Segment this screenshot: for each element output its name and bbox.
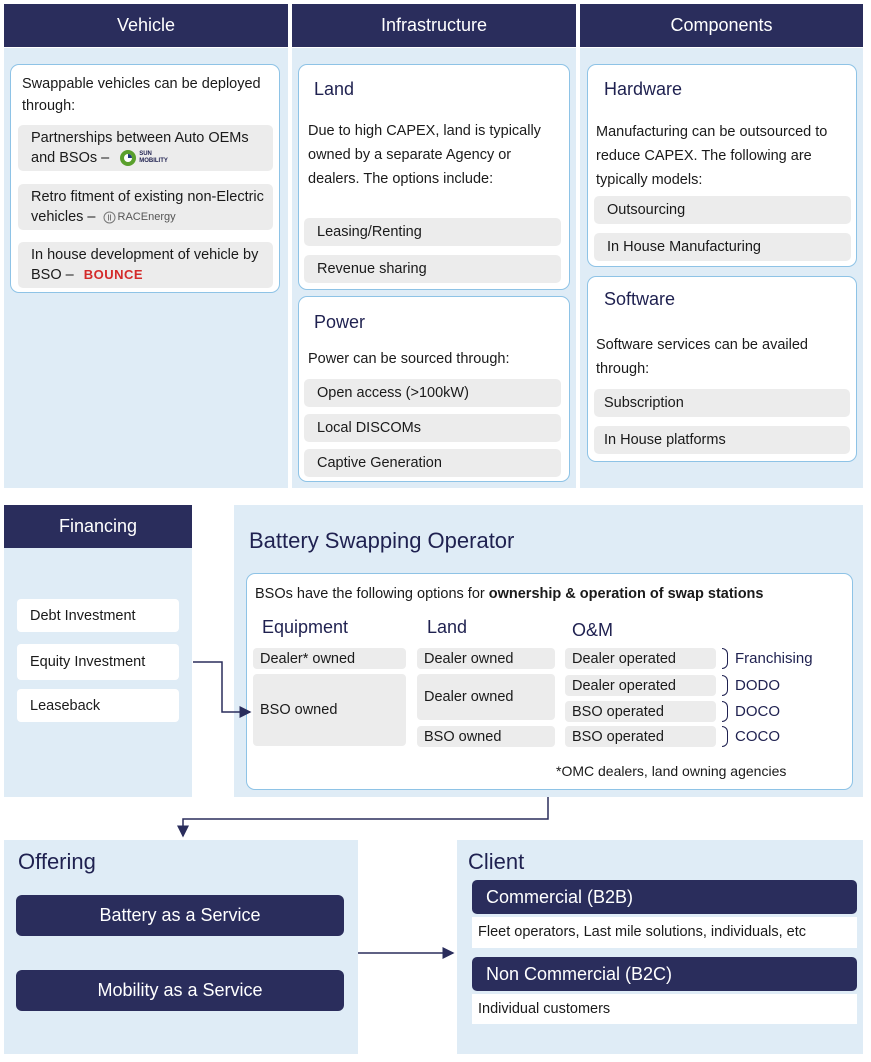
power-option: Open access (>100kW)	[304, 379, 561, 407]
model-label: COCO	[735, 728, 780, 745]
vehicle-option-text: Retro fitment of existing non-Electric vehicles –	[31, 188, 264, 225]
power-description: Power can be sourced through:	[308, 351, 510, 367]
hardware-option: In House Manufacturing	[594, 233, 851, 261]
financing-to-bso-arrow	[193, 662, 250, 712]
noncommercial-b2c: Non Commercial (B2C)	[472, 957, 857, 991]
offering-title: Offering	[18, 849, 96, 874]
components-header: Components	[580, 4, 863, 47]
power-option: Captive Generation	[304, 449, 561, 477]
land-cell: Dealer owned	[417, 648, 555, 669]
software-description: Software services can be availed through:	[596, 337, 808, 377]
land-column-header: Land	[427, 617, 468, 637]
land-cell: Dealer owned	[417, 674, 555, 720]
financing-option: Equity Investment	[17, 644, 179, 680]
om-column-header: O&M	[572, 620, 614, 640]
sun-mobility-logo-text: SUN MOBILITY	[139, 151, 168, 165]
equipment-cell: Dealer* owned	[253, 648, 406, 669]
power-title: Power	[314, 312, 366, 332]
racenergy-logo-text: RACEnergy	[117, 211, 176, 224]
equipment-column-header: Equipment	[262, 617, 349, 637]
land-cell: BSO owned	[417, 726, 555, 747]
bso-to-offering-arrow	[183, 797, 548, 836]
equipment-cell: BSO owned	[253, 674, 406, 746]
software-title: Software	[604, 289, 676, 309]
client-title: Client	[468, 849, 525, 874]
om-cell: BSO operated	[565, 701, 716, 722]
bso-intro-bold: ownership & operation of swap stations	[488, 586, 764, 602]
infrastructure-header: Infrastructure	[292, 4, 576, 47]
om-cell: BSO operated	[565, 726, 716, 747]
software-option: Subscription	[594, 389, 850, 417]
om-cell: Dealer operated	[565, 675, 716, 696]
commercial-description: Fleet operators, Last mile solutions, individuals, etc	[472, 917, 857, 948]
hardware-title: Hardware	[604, 79, 683, 99]
bso-footnote: *OMC dealers, land owning agencies	[556, 763, 787, 779]
land-title: Land	[314, 79, 355, 99]
mobility-as-a-service: Mobility as a Service	[16, 970, 344, 1011]
vehicle-option-text: Partnerships between Auto OEMs and BSOs –	[31, 130, 249, 166]
land-option: Leasing/Renting	[304, 218, 561, 246]
land-description: Due to high CAPEX, land is typically owned by a separate Agency or dealers. The options include:	[308, 123, 541, 187]
financing-header: Financing	[4, 505, 192, 548]
model-label: DOCO	[735, 703, 780, 720]
hardware-option: Outsourcing	[594, 196, 851, 224]
power-option: Local DISCOMs	[304, 414, 561, 442]
model-label: Franchising	[735, 650, 813, 667]
model-label: DODO	[735, 677, 780, 694]
financing-option: Debt Investment	[17, 599, 179, 632]
vehicle-header: Vehicle	[4, 4, 288, 47]
software-option: In House platforms	[594, 426, 850, 454]
hardware-description: Manufacturing can be outsourced to reduce CAPEX. The following are typically models:	[596, 124, 828, 188]
vehicle-option-text: In house development of vehicle by BSO –	[31, 246, 259, 283]
land-option: Revenue sharing	[304, 255, 561, 283]
om-cell: Dealer operated	[565, 648, 716, 669]
financing-option: Leaseback	[17, 689, 179, 722]
bounce-logo-text: BOUNCE	[83, 267, 144, 283]
commercial-b2b: Commercial (B2B)	[472, 880, 857, 914]
vehicle-intro: Swappable vehicles can be deployed through:	[22, 76, 261, 114]
bso-title: Battery Swapping Operator	[249, 528, 515, 553]
bso-intro-plain: BSOs have the following options for	[255, 586, 489, 602]
noncommercial-description: Individual customers	[472, 994, 857, 1024]
battery-as-a-service: Battery as a Service	[16, 895, 344, 936]
